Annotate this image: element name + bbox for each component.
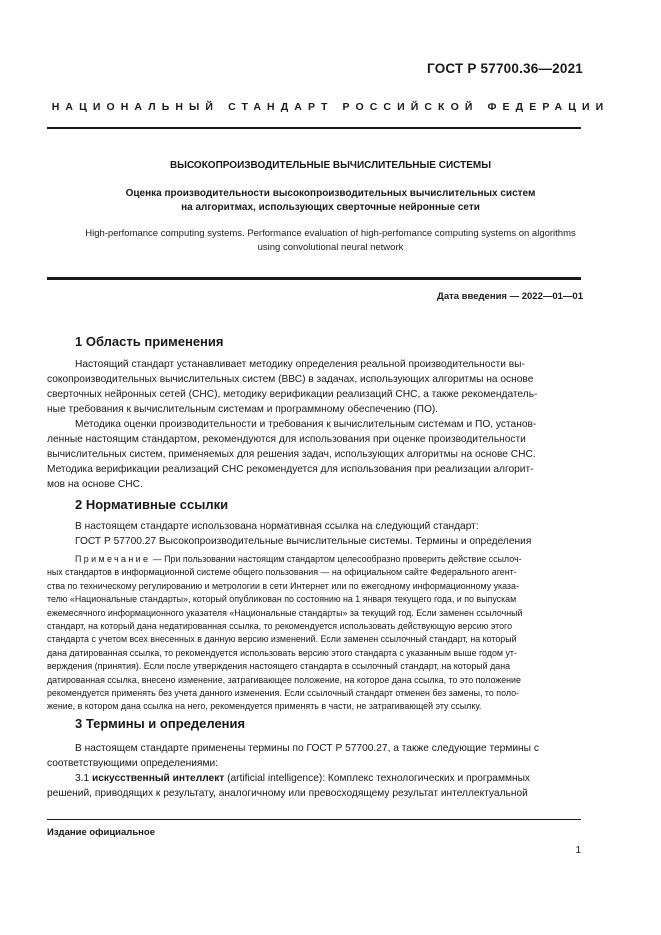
text-line: В настоящем стандарте использована нормативная ссылка на следующий стандарт: [75, 521, 479, 532]
text-line: сокопроизводительных вычислительных систем (ВВС) в задачах, использующих алгоритмы на основе [47, 374, 534, 385]
page-number: 1 [575, 845, 581, 856]
text-line: Методика верификации реализаций СНС рекомендуется для использования при реализации алгорит- [47, 464, 534, 475]
text-line: решений, приводящих к результату, аналогичному или превосходящему результат интеллектуальной [47, 788, 528, 799]
text-line: Методика оценки производительности и требования к вычислительным системам и ПО, установ- [75, 419, 537, 430]
document-subtitle [70, 187, 591, 215]
note-text: — При пользовании настоящим стандартом целесообразно проверить действие ссылоч- [150, 554, 522, 564]
note-line: ежемесячного информационного указателя «Национальные стандарты» за текущий год. Если заменен ссылочный [47, 607, 523, 618]
note-line: датированная ссылка, внесено изменение, затрагивающее положение, на которое дана ссылка, то это положение [47, 674, 521, 685]
note-line: рекомендуется применять без учета данного изменения. Если ссылочный стандарт отменен без замены, то поло- [47, 688, 520, 699]
title-divider [47, 277, 581, 280]
term-definition-line [47, 771, 581, 786]
note-line: стандарта с учетом всех внесенных в данную версию изменений. Если заменен ссылочный стандарт, на который [47, 634, 517, 645]
text-line: Настоящий стандарт устанавливает методику определения реальной производительности вы- [75, 359, 525, 370]
text-line: ленные настоящим стандартом, рекомендуются для использования при оценке производительности [47, 434, 526, 445]
document-title: ВЫСОКОПРОИЗВОДИТЕЛЬНЫЕ ВЫЧИСЛИТЕЛЬНЫЕ СИСТЕМЫ [169, 160, 492, 171]
note-block [47, 553, 581, 714]
official-edition-label: Издание официальное [47, 827, 155, 838]
document-number: ГОСТ Р 57700.36—2021 [427, 61, 583, 76]
note-first-line [47, 553, 581, 566]
footer-divider [47, 819, 581, 820]
section-heading-normative-references: 2 Нормативные ссылки [75, 497, 229, 512]
english-title-line: using convolutional neural network [257, 241, 404, 253]
text-line: вычислительных систем, применяемых для решения задач, использующих алгоритмы на основе СНС. [47, 449, 536, 460]
top-divider [47, 127, 581, 129]
note-line: жение, в котором дана ссылка на него, рекомендуется применять в части, не затрагивающей эту ссылку. [47, 701, 482, 712]
terms-paragraph [47, 741, 581, 801]
text-line: В настоящем стандарте применены термины по ГОСТ Р 57700.27, а также следующие термины с [75, 743, 539, 754]
subtitle-line: на алгоритмах, использующих сверточные нейронные сети [181, 202, 480, 213]
note-line: стандарт, на который дана недатированная ссылка, то рекомендуется использовать действующую версию этого [47, 621, 513, 632]
reference-item: ГОСТ Р 57700.27 Высокопроизводительные вычислительные системы. Термины и определения [75, 536, 532, 547]
scope-paragraph-2 [47, 417, 581, 492]
note-line: телю «Национальные стандарты», который опубликован по состоянию на 1 января текущего года, и по выпускам [47, 594, 517, 605]
text-line: ные требования к вычислительным системам и программному обеспечению (ПО). [47, 404, 439, 415]
subtitle-line: Оценка производительности высокопроизводительных вычислительных систем [125, 188, 536, 199]
references-paragraph [47, 519, 581, 549]
scope-paragraph-1 [47, 357, 581, 417]
note-line: ства по техническому регулированию и метрологии в сети Интернет или по ежегодному информационному указа- [47, 580, 519, 591]
text-line: соответствующими определениями: [47, 758, 218, 769]
section-heading-terms: 3 Термины и определения [75, 716, 246, 731]
national-standard-banner: НАЦИОНАЛЬНЫЙ СТАНДАРТ РОССИЙСКОЙ ФЕДЕРАЦИИ [51, 101, 610, 113]
english-title [50, 227, 611, 254]
note-line: дана датированная ссылка, то рекомендуется использовать версию этого стандарта с указанным выше годом ут- [47, 647, 517, 658]
note-line: верждения (принятия). Если после утверждения настоящего стандарта в ссылочный стандарт, на который дана [47, 661, 511, 672]
section-heading-scope: 1 Область применения [75, 334, 224, 349]
term-name: искусственный интеллект [92, 773, 225, 784]
introduction-date: Дата введения — 2022—01—01 [437, 291, 583, 302]
term-text: (artificial intelligence): Комплекс технологических и программных [224, 773, 531, 784]
text-line: сверточных нейронных сетей (СНС), методику верификации реализаций СНС, а также рекомендатель- [47, 389, 538, 400]
note-label: Примечание [75, 554, 151, 564]
term-number: 3.1 [75, 773, 92, 784]
note-line: ных стандартов в информационной системе общего пользования — на официальном сайте Федерального агент- [47, 567, 517, 578]
english-title-line: High-perfomance computing systems. Performance evaluation of high-perfomance computing systems on algorithms [85, 228, 576, 239]
text-line: мов на основе СНС. [47, 479, 143, 490]
